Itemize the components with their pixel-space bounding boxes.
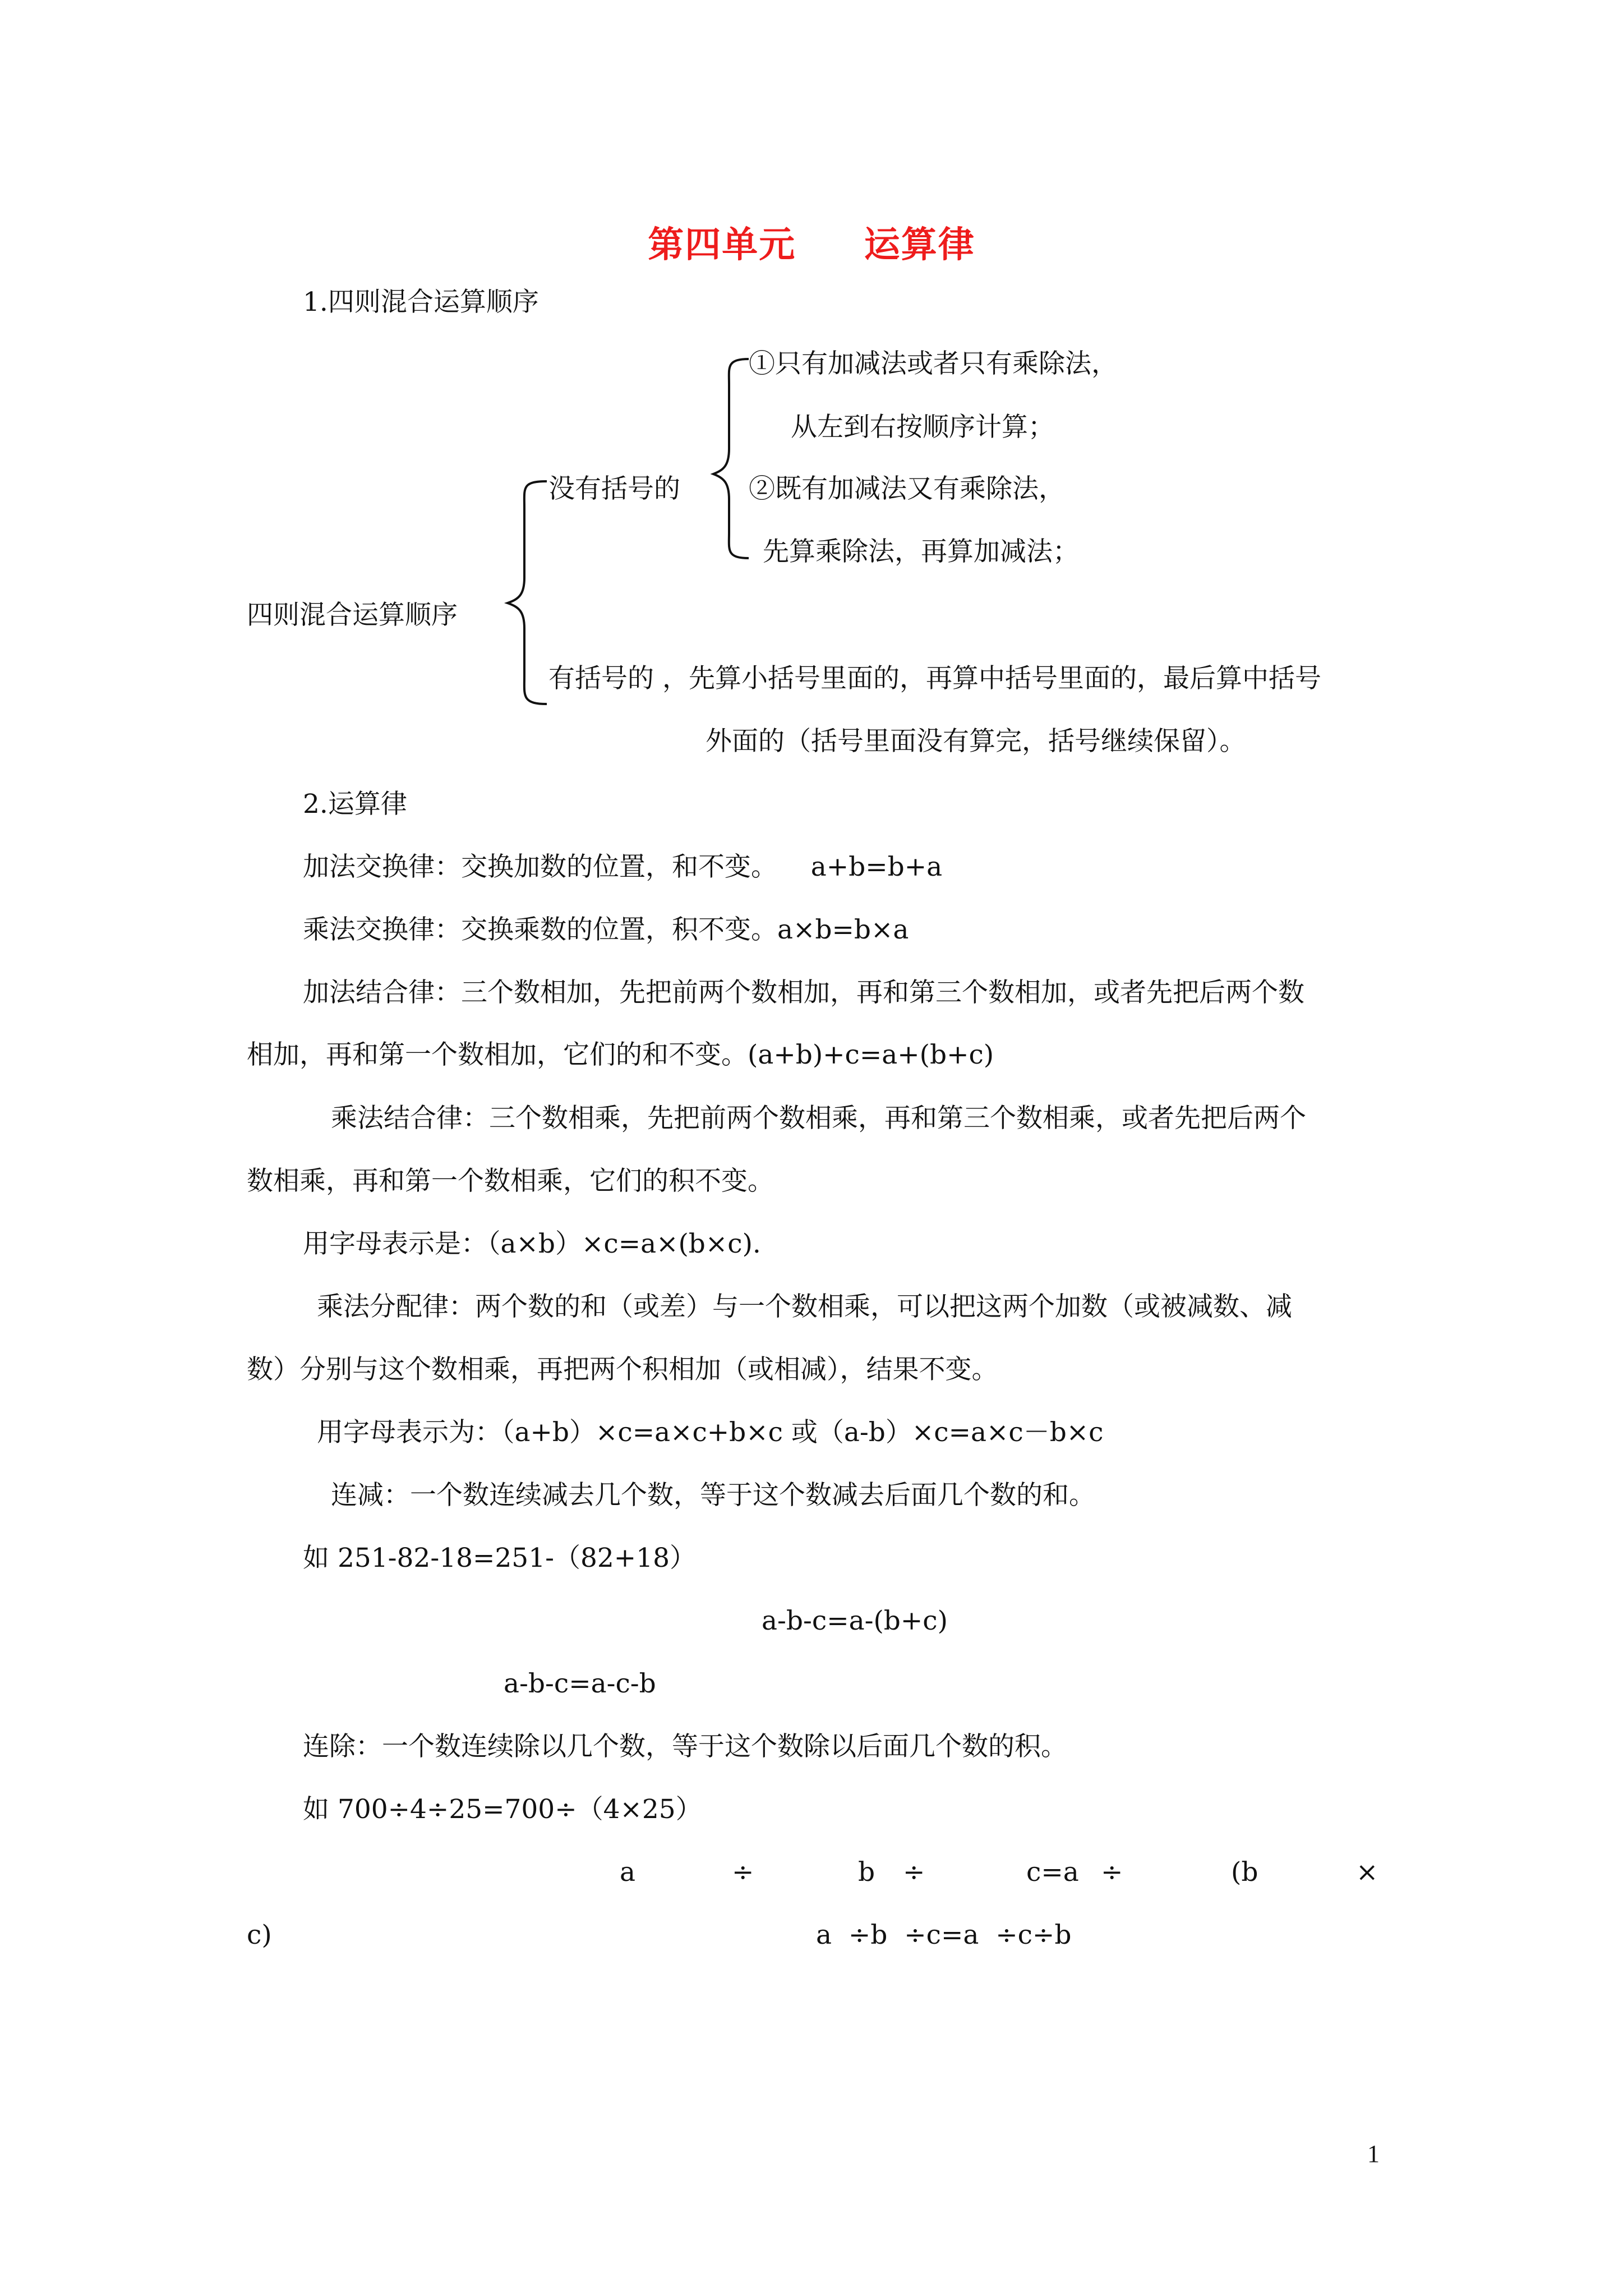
sub-brace-path [713,359,749,558]
with-brackets-line1: 有括号的 ，先算小括号里面的，再算中括号里面的，最后算中括号 [548,663,1321,694]
consecutive-subtraction-formula2: a-b-c=a-c-b [504,1668,656,1699]
consecutive-subtraction-formula1: a-b-c=a-(b+c) [762,1605,948,1636]
mul-assoc-line2: 数相乘，再和第一个数相乘，它们的积不变。 [247,1166,774,1197]
mul-assoc-line1: 乘法结合律：三个数相乘，先把前两个数相乘，再和第三个数相乘，或者先把后两个 [331,1103,1306,1134]
distributive-line1: 乘法分配律：两个数的和（或差）与一个数相乘，可以把这两个加数（或被减数、减 [317,1291,1292,1322]
division-formula2: a ÷b ÷c=a ÷c÷b [816,1920,1072,1950]
mul-commutative: 乘法交换律：交换乘数的位置，积不变。a×b=b×a [303,914,909,945]
page-number: 1 [1367,2140,1380,2168]
division-formula-part: a [620,1857,636,1888]
consecutive-subtraction-example: 如 251-82-18=251-（82+18） [303,1543,696,1573]
section1-heading: 1.四则混合运算顺序 [303,287,539,318]
rule2-line2: 先算乘除法，再算加减法； [763,536,1079,567]
page-title: 第四单元 运算律 [648,224,975,266]
consecutive-subtraction: 连减：一个数连续减去几个数，等于这个数减去后面几个数的和。 [331,1480,1095,1511]
rule2-line1: ②既有加减法又有乘除法， [749,473,1065,504]
add-commutative: 加法交换律：交换加数的位置，和不变。 a+b=b+a [303,852,943,882]
no-brackets-label: 没有括号的 [548,473,680,504]
division-formula-part: ÷ [1101,1857,1123,1888]
rule1-line1: ①只有加减法或者只有乘除法， [749,348,1118,379]
tree-root-label: 四则混合运算顺序 [247,600,458,631]
division-formula-part: × [1356,1857,1378,1888]
division-formula-part: (b [1231,1857,1258,1888]
division-formula-part: ÷ [732,1857,754,1888]
distributive-line2: 数）分别与这个数相乘，再把两个积相加（或相减），结果不变。 [247,1354,998,1385]
rule1-line2: 从左到右按顺序计算； [791,412,1054,443]
distributive-formula: 用字母表示为：（a+b）×c=a×c+b×c 或（a-b）×c=a×c－b×c [317,1417,1104,1448]
add-assoc-line2: 相加，再和第一个数相加，它们的和不变。(a+b)+c=a+(b+c) [247,1039,994,1070]
section2-heading: 2.运算律 [303,789,407,820]
division-formula-part: ÷ [903,1857,925,1888]
mul-assoc-formula: 用字母表示是：（a×b）×c=a×(b×c). [303,1228,761,1259]
root-brace-path [508,481,547,704]
consecutive-division: 连除：一个数连续除以几个数，等于这个数除以后面几个数的积。 [303,1731,1067,1762]
division-formula-part: c=a [1026,1857,1079,1888]
with-brackets-line2: 外面的（括号里面没有算完，括号继续保留）。 [706,726,1246,757]
division-formula-continuation: c) [247,1920,272,1950]
consecutive-division-example: 如 700÷4÷25=700÷（4×25） [303,1794,702,1825]
division-formula-part: b [858,1857,875,1888]
add-assoc-line1: 加法结合律：三个数相加，先把前两个数相加，再和第三个数相加，或者先把后两个数 [303,977,1304,1008]
